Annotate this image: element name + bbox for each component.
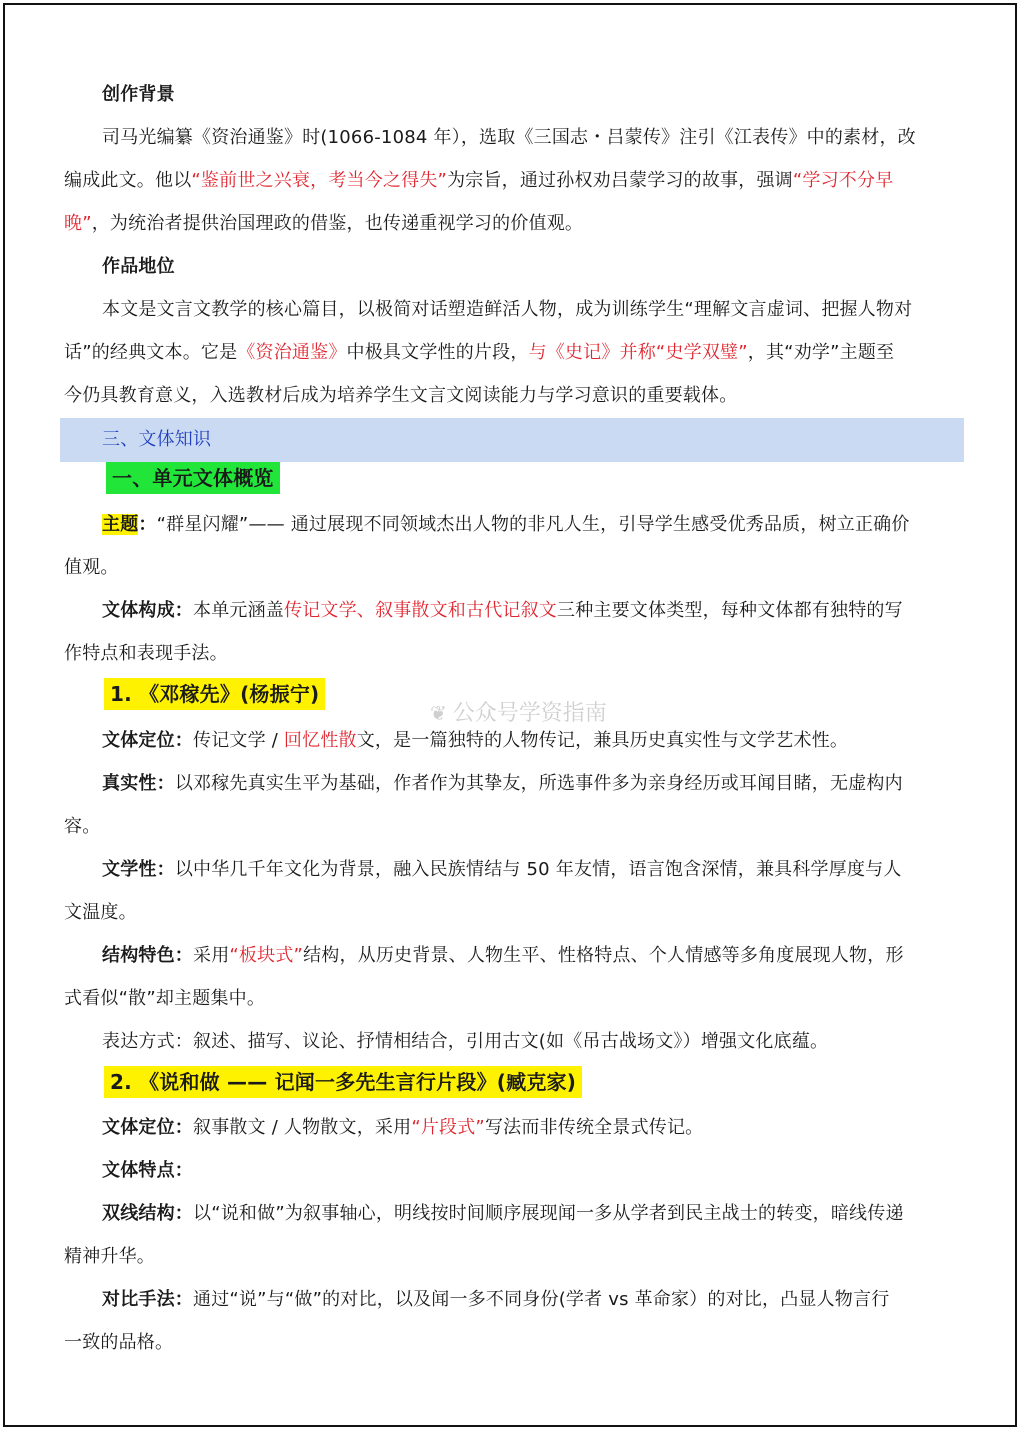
item1-literary-line-2: 文温度。	[64, 902, 137, 923]
text: 中极具文学性的片段，	[346, 342, 529, 363]
text: 以邓稼先真实生平为基础，作者作为其挚友，所选事件多为亲身经历或耳闻目睹，无虚构内	[174, 773, 903, 794]
item2-title: 2. 《说和做 —— 记闻一多先生言行片段》(臧克家)	[104, 1066, 582, 1098]
red-emphasis: “鉴前世之兴衰，考当今之得失”	[191, 170, 448, 191]
item1-truth-line-2: 容。	[64, 816, 101, 837]
text: 为宗旨，通过孙权劝吕蒙学习的故事，强调	[447, 170, 793, 191]
heading-status: 作品地位	[102, 256, 175, 277]
section-title: 三、文体知识	[102, 429, 212, 450]
item2-dual-line-1	[102, 1201, 904, 1227]
item2-contrast-line-2: 一致的品格。	[64, 1332, 174, 1353]
red-emphasis: 回忆性散	[283, 730, 357, 751]
text: 写法而非传统全景式传记。	[484, 1117, 704, 1138]
theme-text: “群星闪耀”—— 通过展现不同领域杰出人物的非凡人生，引导学生感受优秀品质，树立正确价	[156, 514, 910, 535]
background-line-3	[64, 211, 583, 237]
item2-dual-line-2: 精神升华。	[64, 1246, 155, 1267]
text: ，为统治者提供治国理政的借鉴，也传递重视学习的价值观。	[91, 213, 584, 234]
structure-label: 结构特色：	[102, 945, 193, 966]
status-line-1: 本文是文言文教学的核心篇目，以极简对话塑造鲜活人物，成为训练学生“理解文言虚词、把握人物对	[102, 299, 913, 320]
text: 本单元涵盖	[193, 600, 284, 621]
item2-position-line	[102, 1115, 703, 1141]
item1-literary-line-1	[102, 857, 902, 883]
text: 采用	[193, 945, 230, 966]
theme-label: 主题	[102, 514, 139, 535]
text: 三种主要文体类型，每种文体都有独特的写	[557, 600, 903, 621]
item1-title-wrap	[104, 680, 325, 709]
text: 话”的经典文本。它是	[64, 342, 238, 363]
status-line-2	[64, 340, 894, 366]
theme-line-2: 值观。	[64, 557, 119, 578]
item1-structure-line-1	[102, 943, 904, 969]
red-emphasis: 晚”	[64, 213, 92, 234]
background-line-2	[64, 168, 893, 194]
position-label: 文体定位：	[102, 1117, 193, 1138]
text: 以“说和做”为叙事轴心，明线按时间顺序展现闻一多从学者到民主战士的转变，暗线传递	[193, 1203, 904, 1224]
item1-expression-line: 表达方式：叙述、描写、议论、抒情相结合，引用古文(如《吊古战场文》）增强文化底蕴。	[102, 1031, 829, 1052]
text: 编成此文。他以	[64, 170, 192, 191]
text: 以中华几千年文化为背景，融入民族情结与 50 年友情，语言饱含深情，兼具科学厚度与人	[174, 859, 902, 880]
red-emphasis: 传记文学、叙事散文和古代记叙文	[284, 600, 557, 621]
text: 传记文学 /	[193, 730, 284, 751]
unit-overview-title: 一、单元文体概览	[106, 462, 280, 494]
item1-title: 1. 《邓稼先》(杨振宁)	[104, 678, 325, 710]
item1-truth-line-1	[102, 771, 903, 797]
item1-structure-line-2: 式看似“散”却主题集中。	[64, 988, 266, 1009]
composition-line-1	[102, 598, 903, 624]
item2-features-label: 文体特点：	[102, 1160, 193, 1181]
red-emphasis: “学习不分早	[792, 170, 894, 191]
composition-line-2: 作特点和表现手法。	[64, 643, 228, 664]
composition-label: 文体构成：	[102, 600, 193, 621]
item2-title-wrap	[104, 1068, 582, 1097]
position-label: 文体定位：	[102, 730, 193, 751]
text: 文，是一篇独特的人物传记，兼具历史真实性与文学艺术性。	[356, 730, 849, 751]
red-emphasis: “板块式”	[229, 945, 304, 966]
red-emphasis: 《资治通鉴》	[237, 342, 347, 363]
text: ，其“劝学”主题至	[747, 342, 895, 363]
heading-background: 创作背景	[102, 84, 175, 105]
red-emphasis: 与《史记》并称“史学双璧”	[528, 342, 748, 363]
watermark	[430, 696, 607, 727]
contrast-label: 对比手法：	[102, 1289, 193, 1310]
status-line-3: 今仍具教育意义，入选教材后成为培养学生文言文阅读能力与学习意识的重要载体。	[64, 385, 738, 406]
dual-structure-label: 双线结构：	[102, 1203, 193, 1224]
item2-contrast-line-1	[102, 1287, 889, 1313]
literary-label: 文学性：	[102, 859, 175, 880]
text: 通过“说”与“做”的对比，以及闻一多不同身份(学者 vs 革命家）的对比，凸显人物言行	[193, 1289, 890, 1310]
leaf-icon: ❦	[430, 701, 447, 725]
unit-overview-title-wrap	[106, 464, 280, 493]
background-line-1: 司马光编纂《资治通鉴》时(1066-1084 年），选取《三国志・吕蒙传》注引《江表传》中的素材，改	[102, 127, 916, 148]
theme-colon: ：	[138, 514, 157, 535]
red-emphasis: “片段式”	[411, 1117, 485, 1138]
item1-position-line	[102, 728, 848, 754]
truth-label: 真实性：	[102, 773, 175, 794]
text: 叙事散文 / 人物散文，采用	[193, 1117, 412, 1138]
theme-line-1	[102, 512, 910, 538]
watermark-text: 公众号学资指南	[452, 701, 607, 726]
text: 结构，从历史背景、人物生平、性格特点、个人情感等多角度展现人物，形	[303, 945, 904, 966]
